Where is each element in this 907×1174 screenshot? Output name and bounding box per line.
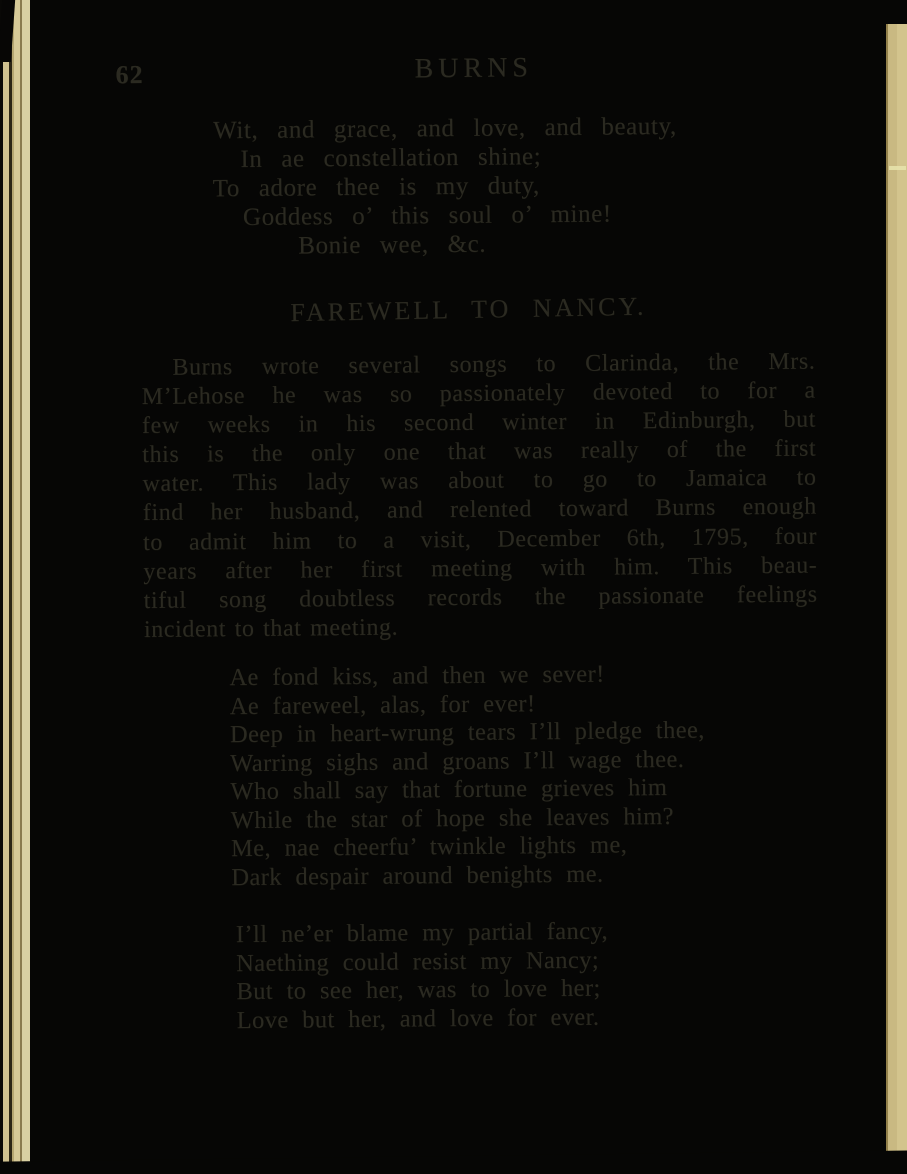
opening-verse <box>212 112 678 261</box>
commentary-line: years after her first meeting with him. This beau- <box>143 552 818 585</box>
poem-line: While the star of hope she leaves him? <box>230 802 674 834</box>
poem-line: Deep in heart-wrung tears I’ll pledge thee, <box>229 716 705 749</box>
poem-line: Who shall say that fortune grieves him <box>230 773 668 806</box>
verse-line: In ae constellation shine; <box>240 143 542 174</box>
fore-edge-highlight <box>889 166 906 170</box>
poem-line: Me, nae cheerfu’ twinkle lights me, <box>230 831 628 863</box>
book-page <box>24 0 889 1158</box>
page-number: 62 <box>115 59 144 90</box>
poem-stanza-2 <box>236 918 609 1036</box>
commentary-line: tiful song doubtless records the passionate feelings <box>143 581 818 614</box>
printed-content <box>18 0 894 1162</box>
verse-line: Goddess o’ this soul o’ mine! <box>242 200 612 232</box>
poem-stanza-1 <box>229 660 706 893</box>
poem-line: But to see her, was to love her; <box>236 974 601 1006</box>
verse-line: Wit, and grace, and love, and beauty, <box>213 112 677 145</box>
commentary-paragraph <box>141 348 818 645</box>
commentary-line: incident to that meeting. <box>143 614 399 643</box>
commentary-line: few weeks in his second winter in Edinburgh, but <box>141 406 817 440</box>
poem-line: I’ll ne’er blame my partial fancy, <box>235 917 609 949</box>
poem-line: Love but her, and love for ever. <box>236 1003 600 1034</box>
commentary-line: water. This lady was about to go to Jamaica to <box>142 464 817 498</box>
poem-line: Ae fond kiss, and then we sever! <box>229 660 605 692</box>
commentary-line: Burns wrote several songs to Clarinda, the Mrs. <box>172 348 816 381</box>
verse-line: Bonie wee, &c. <box>298 230 487 260</box>
commentary-line: M’Lehose he was so passionately devoted to for a <box>141 377 816 411</box>
poem-line: Ae fareweel, alas, for ever! <box>229 689 536 720</box>
poem-line: Dark despair around benights me. <box>231 860 604 891</box>
running-header: BURNS <box>414 52 534 85</box>
commentary-line: find her husband, and relented toward Burns enough <box>142 494 817 527</box>
commentary-line: to admit him to a visit, December 6th, 1795, four <box>142 523 818 556</box>
verse-line: To adore thee is my duty, <box>212 172 540 203</box>
poem-line: Warring sighs and groans I’ll wage thee. <box>230 745 685 777</box>
poem-line: Naething could resist my Nancy; <box>235 946 600 977</box>
section-heading: FAREWELL TO NANCY. <box>290 291 647 328</box>
commentary-line: this is the only one that was really of the first <box>142 435 817 469</box>
